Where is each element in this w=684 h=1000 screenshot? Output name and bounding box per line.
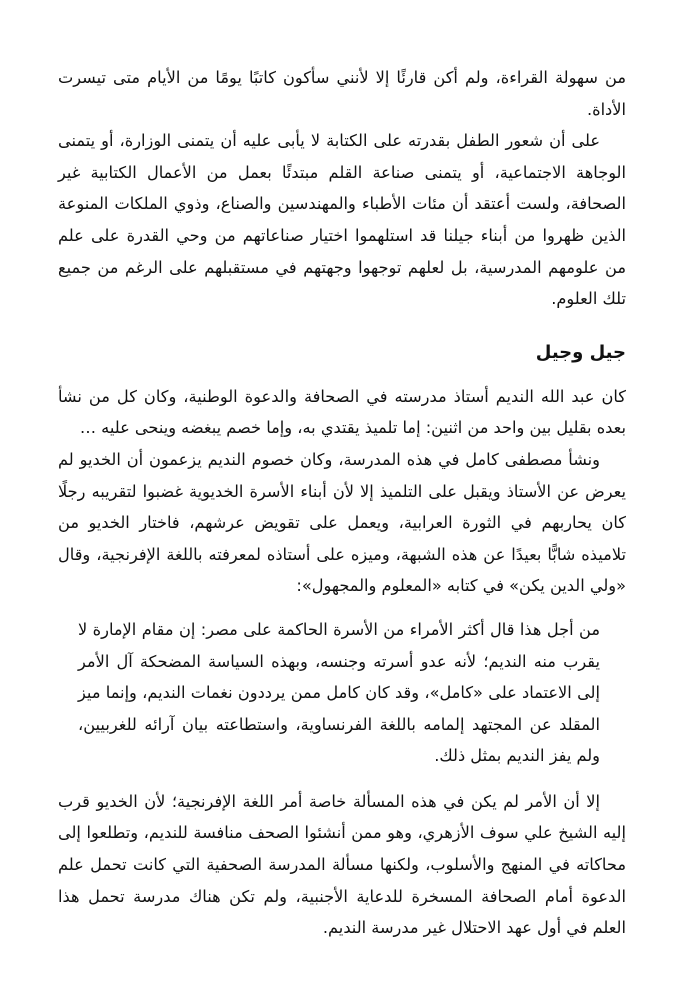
block-quotation <box>78 614 600 772</box>
paragraph-continuation: من سهولة القراءة، ولم أكن قارئًا إلا لأنني سأكون كاتبًا يومًا من الأيام متى تيسرت الأداة. <box>58 68 626 119</box>
paragraph-nadim-school: كان عبد الله النديم أستاذ مدرسته في الصحافة والدعوة الوطنية، وكان كل من نشأ بعده بقليل بين واحد من اثنين: إما تلميذ يقتدي به، وإما خصم يبغضه وينحى عليه … <box>58 386 626 438</box>
section-heading: جيل وجيل <box>535 341 626 363</box>
quotation-text: من أجل هذا قال أكثر الأمراء من الأسرة الحاكمة على مصر: إن مقام الإمارة لا يقرب منه النديم؛ لأنه عدو أسرته وجنسه، وبهذه السياسة المضحكة آل الأمر إلى الاعتماد على «كامل»، وقد كان كامل ممن يرددون نغمات النديم، وإنما ميز المقلد عن المجتهد إلمامه باللغة الفرنساوية، واستطاعته بيان آرائه للغربيين، ولم يفز النديم بمثل ذلك. <box>78 619 600 766</box>
paragraph-mustafa-kamel: ونشأ مصطفى كامل في هذه المدرسة، وكان خصوم النديم يزعمون أن الخديو لم يعرض عن الأستاذ ويقبل على التلميذ إلا لأن أبناء الأسرة الخديوية غضبوا لتقريبه رجلًا كان يحاربهم في الثورة العرابية، ويعمل على تقويض عرشهم، فاختار الخديو من تلاميذه شابًّا بعيدًا عن هذه الشبهة، وميزه على أستاذه لمعرفته باللغة الإفرنجية، وقال «ولي الدين يكن» في كتابه «المعلوم والمجهول»: <box>58 449 626 596</box>
paragraph-press-school: إلا أن الأمر لم يكن في هذه المسألة خاصة أمر اللغة الإفرنجية؛ لأن الخديو قرب إليه الشيخ علي سوف الأزهري، وهو ممن أنشئوا الصحف منافسة للنديم، وتطلعوا إلى محاكاته في المنهج والأسلوب، ولكنها مسألة المدرسة الصحفية التي كانت تحمل علم الدعوة أمام الصحافة المسخرة للدعاية الأجنبية، ولم تكن هناك مدرسة تحمل هذا العلم في أول عهد الاحتلال غير مدرسة النديم. <box>58 791 626 938</box>
paragraph-child-ambition: على أن شعور الطفل بقدرته على الكتابة لا يأبى عليه أن يتمنى الوزارة، أو يتمنى الوجاهة الاجتماعية، أو يتمنى صناعة القلم مبتدئًا بعمل من الأعمال الكتابية غير الصحافة، ولست أعتقد أن مئات الأطباء والمهندسين والصناع، وذوي الملكات المنوعة الذين ظهروا من أبناء جيلنا قد استلهموا اختيار صناعاتهم من وحي القدرة على علم من علومهم المدرسية، بل لعلهم توجهوا وجهتهم في مستقبلهم على الرغم من جميع تلك العلوم. <box>58 131 626 309</box>
